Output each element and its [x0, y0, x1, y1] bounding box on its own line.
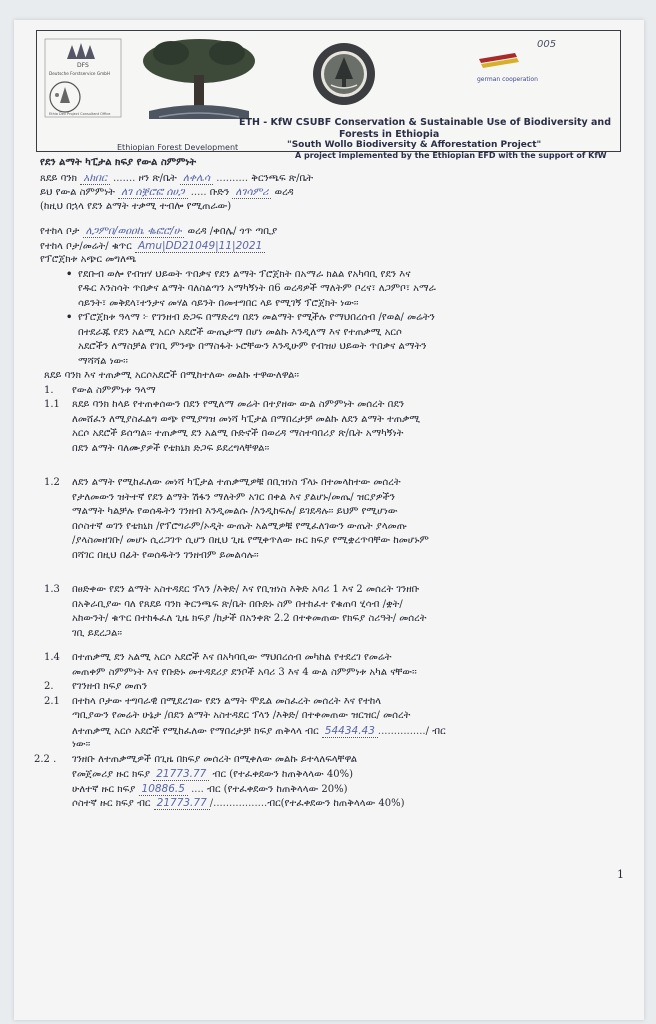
para-2-1-line3: ለተጠቃሚ አርሶ አደሮች የሚከፈለው የማበረታቻ ክፍያ ጠቅላላ ብር 54434.43 .............../ ብር	[72, 724, 446, 737]
zone-label: ዞን ጽ/ቤት	[138, 172, 177, 184]
para-2-2-line1	[32, 753, 632, 768]
para-1-3-number: 1.3	[44, 584, 60, 595]
site-handwritten: ለጋምበ/ወዐዐኬ ቈፎሮ/ሁ	[83, 225, 185, 238]
para-1-3-line2: በአቅራቢያው ባለ የጸደይ ባንክ ቅርንጫፍ ጽ/ቤት በቡድኑ ስም በተከፈተ የቁጠባ ሂሳብ /ቋት/	[72, 598, 403, 610]
bullet-2-line2: በተደራጁ የደን አልሚ አርሶ አደሮች ውጤታማ በሆነ መልኩ እንዲለማ እና የተጠቃሚ አርሶ	[78, 326, 402, 338]
para-1-1-line2: ለመሸፈን ለሚያስፈልግ ወጭ የሚያግዝ መነሻ ካፒታል በማበረታቻ መልኩ ለደን ልማት ተጠቃሚ	[72, 413, 421, 425]
ethiopian-forest-seal	[311, 41, 377, 107]
section-2-heading	[32, 680, 632, 695]
installment-3: ሶስተኛ ዙር ክፍያ ብር 21773.77 /.................ብር(የተፈቀደውን ከጠቅላላው 40%)	[72, 797, 405, 809]
para-1-3-line3: አከውንት/ ቁጥር በተከፋፈለ ጊዜ ክፍያ /ከታች በአንቀጽ 2.2 በተቀመጠው የክፍያ ስሪዓት/ መሰረት	[72, 613, 427, 624]
para-1-1-line1	[32, 398, 632, 413]
para-1-2-line2: የታለመውን ዝትተኛ የደን ልማት ሽፋን ማለትም አገር በቀል እና ያልሆኑ/መጤ/ ዝርያዎችን	[72, 491, 395, 503]
installment-2-amount: 10886.5	[139, 783, 188, 796]
section-1-number: 1.	[44, 384, 54, 396]
para-2-2-text: ገንዘቡ ለተጠቃሚዎች በጊዜ በክፍያ መሰረት በሚቀለው መልኩ ይተላለፍላቸዋል	[72, 753, 358, 765]
bullet-1-line2: የዱር እንስሳት ጥበቃና ልማት ባለስልጣን አማካኝነት በ6 ወረዳዎች ማለትም ቦረና፣ ለጋምቦ፣ አማራ	[78, 283, 436, 294]
agreement-label: ይህ የውል ስምምነት	[40, 187, 115, 198]
zone-handwritten: ለቀሌሳ	[180, 172, 213, 185]
para-2-1-line1	[32, 695, 632, 710]
para-2-1-number: 2.1	[44, 695, 60, 707]
para-1-2-line5: /ያላስመዘገቡ/ መሆኑ ሲረጋገጥ ሲሆን በዚህ ጊዜ የሚቀጥለው ዙር ክፍያ የሚቋረጥባቸው ከመሆኑም	[72, 535, 429, 546]
plot-handwritten: Amu|DD21049|11|2021	[135, 240, 265, 253]
doc-title: የደን ልማት ካፒታል ክፍያ የውል ስምምነት	[40, 157, 197, 168]
para-1-4-number: 1.4	[44, 652, 60, 663]
para-2-1-line2: ጣቢያውን የመሬት ሁኔታ /በደን ልማት አስተዳደር ፕላን /እቅድ/ በተቀመጠው ዝርዝር/ መሰረት	[72, 710, 411, 721]
header-project-name: "South Wollo Biodiversity & Afforestation Project"	[287, 140, 542, 150]
para-1-2-line1	[32, 476, 632, 491]
para-1-2-line4: በሶስተኛ ወገን የቴክኒክ /የፕሮግራም/ኦዲት ውጤት አልሚዎቹ የሚፈለገውን ውጤት ያላመጡ	[72, 520, 407, 532]
section-2-number: 2.	[44, 681, 54, 692]
document-body	[32, 156, 632, 811]
para-1-1-line3: አርሶ አደሮች ይሰጣል፡፡ ተጠቃሚ ደን አልሚ ቡድኖች በወረዳ ማስተባበሪያ ጽ/ቤት አማካኝነት	[72, 428, 404, 439]
site-line	[32, 224, 632, 239]
header-efd: Ethiopian Forest Development	[117, 143, 239, 152]
installment-3-rest: ብር(የተፈቀደውን ከጠቅላላው 40%)	[267, 798, 405, 809]
para-1-1-number: 1.1	[44, 399, 60, 410]
total-amount-handwritten: 54434.43	[322, 725, 378, 738]
page-number: 1	[617, 868, 624, 881]
tree-logo	[139, 35, 259, 123]
para-2-1-text: በተከላ ቦታው ተግባራዊ በሚደረገው የደን ልማት ሞዴል መስፈረት መሰረት እና የተከላ	[72, 695, 382, 707]
installment-1-rest: ብር (የተፈቀደውን ከጠቅላላው 40%)	[212, 769, 354, 780]
agreement-handwritten: ለገ ሰቛሮፎ ሰሀጋ	[118, 186, 187, 199]
section-1-heading	[32, 384, 632, 399]
installment-3-label: ሶስተኛ ዙር ክፍያ ብር	[72, 798, 151, 809]
bullet-2-line1: • የፕሮጀክቱ ዓላማ ፦ የገንዘብ ድጋፍ በማድረግ በደን መልማት የሚችሉ የማህበረሰብ /የወል/ መሬትን	[32, 311, 632, 326]
site-rest: ወረዳ /ቀበሌ/ ጎጥ ጣቢያ	[187, 226, 278, 237]
bank-line: ጸደይ ባንክ አክበር ....... ዞን ጽ/ቤት ለቀሌሳ .......... ቅርንጫፍ ጽ/ቤት	[40, 171, 314, 184]
para-2-1-birr: / ብር	[425, 725, 446, 737]
woreda-label: ወረዳ	[274, 187, 294, 198]
german-cooperation-logo	[475, 51, 543, 91]
agreement-line: ይህ የውል ስምምነት ለገ ሰቛሮፎ ሰሀጋ ..... ቡድን ለገሳምሪ ወረዳ	[40, 186, 294, 198]
para-1-2-text: ለደን ልማት የሚከፈለው መነሻ ካፒታል ተጠቃሚዎቹ በቢዝነስ ፕላኑ በተመላከተው መሰረት	[72, 477, 401, 488]
plot-label: የተከላ ቦታ/መሬት/ ቁጥር	[40, 240, 132, 252]
site-label: የተከላ ቦታ	[40, 226, 80, 237]
installment-2-label: ሁለተኛ ዙር ክፍያ	[72, 783, 136, 795]
bullet-2-line3: አደሮችን ለማስቻል የገቢ ምንጭ በማስፋት ኑሮቸውን እንዲሁም የብዝሀ ህይወት ጥበቃና ልማትን	[78, 341, 427, 352]
bullet-2-line4: ማሻሻል ነው፡፡	[78, 355, 128, 367]
handwritten-page-number: 005	[537, 39, 557, 50]
header-title-line2: Forests in Ethiopia	[339, 129, 440, 140]
branch-label: ቅርንጫፍ ጽ/ቤት	[251, 172, 314, 184]
group-handwritten: ለገሳምሪ	[232, 186, 271, 199]
dfs-label: DFS	[77, 62, 89, 69]
dfs-name: Deutsche Forstservice GmbH	[49, 71, 110, 76]
para-1-1-text: ጸደይ ባንክ ከላይ የተጠቀሰውን በደን የሚለማ መሬት በተያዘው ውል ስምምነት መሰረት በደን	[72, 399, 405, 410]
para-1-1-line4: በደን ልማት ባለሙያዎች የቴክኒክ ድጋፍ ይደረግላቸዋል፡፡	[72, 442, 270, 454]
goal-label: የፕሮጀክቱ አጭር መግለጫ	[40, 254, 137, 265]
group-label: ቡድን	[209, 187, 230, 198]
installment-2-rest: ብር (የተፈቀደውን ከጠቅላላው 20%)	[207, 783, 348, 795]
para-1-3-line1	[32, 583, 632, 598]
letterhead	[36, 30, 621, 160]
para-1-2-line3: ማልማት ካልቻሉ የወሰዱትን ገንዘብ እንዲመልሱ /እንዲከፍሉ/ ይገደዳሉ፡፡ ይህም የሚሆነው	[72, 506, 398, 517]
para-1-4-text: በተጠቃሚ ደን አልሚ አርሶ አደሮች እና በአካባቢው ማህበረሰብ መካከል የተደረገ የመሬት	[72, 652, 392, 663]
header-implemented-by: A project implemented by the Ethiopian EFD with the support of KfW	[295, 151, 607, 160]
header-title-line1: ETH - KfW CSUBF Conservation & Sustainable Use of Biodiversity and	[239, 117, 611, 128]
dfs-logo	[43, 37, 123, 119]
bank-label: ጸደይ ባንክ	[40, 172, 78, 184]
para-2-1-text3: ለተጠቃሚ አርሶ አደሮች የሚከፈለው የማበረታቻ ክፍያ ጠቅላላ ብር	[72, 725, 319, 737]
para-1-2-number: 1.2	[44, 477, 60, 488]
plot-line	[32, 239, 632, 254]
installment-2: ሁለተኛ ዙር ክፍያ 10886.5 .... ብር (የተፈቀደውን ከጠቅላላው 20%)	[72, 782, 348, 795]
dfs-subtitle: Ethio Dev Project Consultant Office	[49, 112, 111, 116]
installment-3-amount: 21773.77	[154, 797, 210, 810]
para-2-1-line4: ነው፡፡	[72, 739, 91, 750]
document-page	[14, 20, 644, 1020]
installment-1-label: የመጀመሪያ ዙር ክፍያ	[72, 769, 151, 780]
doc-subtitle: (ከዚህ በኋላ የደን ልማት ተቃሚ ተብሎ የሚጠራው)	[40, 200, 232, 212]
para-1-4-line2: መጠቀም ስምምነት እና የቡድኑ መተዳደሪያ ደንቦች አባሪ 3 እና 4 ውል ስምምነቱ አካል ናቸው፡፡	[72, 666, 417, 678]
bullet-1-line3: ሳይንት፣ መቅደላ፣ተንታና መሃል ሳይንት በመተግበር ላይ የሚገኝ ፕሮጀክት ነው፡፡	[78, 297, 359, 309]
para-1-3-text: በፀድቀው የደን ልማት አስተዳደር ፕላን /እቅድ/ እና የቢዝነስ እቅድ አባሪ 1 እና 2 መሰረት ገንዘቡ	[72, 584, 420, 595]
installment-1	[32, 767, 632, 782]
gi-label: german cooperation	[477, 76, 538, 83]
bullet-1-line1: • የደቡብ ወሎ የብዝሃ ህይወት ጥበቃና የደን ልማት ፕሮጀክት በአማራ ክልል የአካባቢ የደን እና	[32, 268, 632, 283]
section-2-title: የገንዘብ ክፍያ መጠን	[72, 681, 148, 692]
installment-1-amount: 21773.77	[153, 768, 209, 781]
para-1-3-line4: ገቢ ይደረጋል፡፡	[72, 627, 123, 639]
para-1-4-line1	[32, 651, 632, 666]
para-1-2-line6: በሻገር በዚህ በፊት የወሰዱትን ገንዘብም ይመልሳሉ፡፡	[72, 549, 259, 561]
bank-handwritten: አክበር	[80, 172, 110, 185]
para-2-2-number: 2.2 .	[34, 753, 57, 765]
section-1-title: የውል ስምምነቱ ዓላማ	[72, 384, 156, 396]
intro-line: ጸደይ ባንክ እና ተጠቃሚ አርሶአደሮች በሚከተለው መልኩ ተዋውለዋል፡፡	[44, 370, 300, 381]
